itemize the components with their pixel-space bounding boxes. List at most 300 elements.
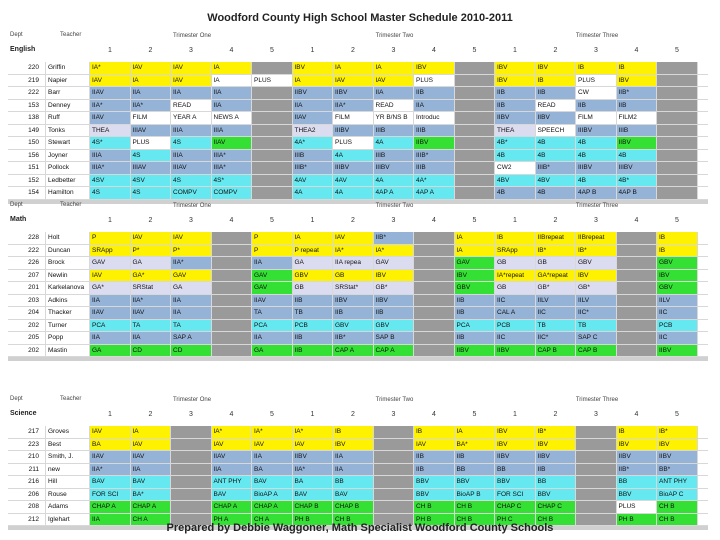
period-number: 5 <box>270 217 274 224</box>
schedule-row <box>8 451 708 464</box>
period-number: 3 <box>594 217 598 224</box>
class-cell <box>212 232 253 244</box>
class-cell: IIIB* <box>536 162 577 174</box>
class-cell <box>617 320 658 332</box>
class-cell: CH B <box>455 501 496 513</box>
class-cell: IIB <box>414 451 455 463</box>
class-cell: PLUS <box>252 75 293 87</box>
class-cell <box>617 245 658 257</box>
class-cell: IIB* <box>617 464 658 476</box>
class-cell: IIBV <box>414 137 455 149</box>
class-cell: IAV <box>293 439 334 451</box>
class-cell: FILM <box>333 112 374 124</box>
class-cell: IIBV <box>617 451 658 463</box>
class-cell: CHAP A <box>131 501 172 513</box>
schedule-row <box>8 426 708 439</box>
class-cell <box>414 245 455 257</box>
class-cell: IA <box>293 232 334 244</box>
class-cell: IBV <box>657 439 698 451</box>
period-number: 3 <box>594 411 598 418</box>
class-cell: IIIA <box>171 125 212 137</box>
section-header <box>8 200 708 232</box>
class-cell: GB <box>495 282 536 294</box>
class-cell: 4S <box>171 137 212 149</box>
class-cell: IBV <box>576 270 617 282</box>
class-cell <box>657 112 698 124</box>
class-cell: IILV <box>657 295 698 307</box>
class-cell: TB <box>536 320 577 332</box>
teacher-name: Stewart <box>46 137 90 149</box>
class-cell: 4A* <box>414 175 455 187</box>
period-number: 2 <box>351 47 355 54</box>
class-cell: 4S <box>171 175 212 187</box>
period-number: 4 <box>229 47 234 54</box>
class-cell: IBV <box>495 426 536 438</box>
class-cell: P <box>252 245 293 257</box>
schedule-row <box>8 137 708 150</box>
class-cell: FILM2 <box>617 112 658 124</box>
class-cell <box>455 100 496 112</box>
class-cell: IBV <box>374 270 415 282</box>
class-cell: IIBV <box>293 451 334 463</box>
class-cell: IAV <box>90 270 131 282</box>
class-cell <box>252 175 293 187</box>
class-cell: 4AV <box>333 175 374 187</box>
teacher-name: Ledbetter <box>46 175 90 187</box>
schedule-row <box>8 257 708 270</box>
class-cell: IAV <box>171 75 212 87</box>
class-cell <box>657 175 698 187</box>
period-number: 5 <box>472 217 477 224</box>
class-cell: PH A <box>212 514 253 526</box>
class-cell: BB <box>495 464 536 476</box>
class-cell: COMPV <box>171 187 212 199</box>
class-cell: IB <box>617 426 658 438</box>
class-cell <box>414 232 455 244</box>
class-cell: IIC* <box>576 307 617 319</box>
class-cell <box>212 282 253 294</box>
class-cell: IA <box>333 62 374 74</box>
class-cell: 4B <box>536 187 577 199</box>
room-number: 150 <box>8 137 46 149</box>
class-cell <box>374 501 415 513</box>
class-cell: P* <box>131 245 172 257</box>
class-cell: SAP B <box>374 332 415 344</box>
class-cell: IAV <box>90 426 131 438</box>
class-cell <box>171 451 212 463</box>
room-number: 202 <box>8 320 46 332</box>
period-number: 2 <box>148 411 153 418</box>
class-cell: GAV <box>90 257 131 269</box>
class-cell: IIA* <box>171 257 212 269</box>
class-cell <box>576 501 617 513</box>
class-cell: IBV <box>414 62 455 74</box>
class-cell: IIB <box>293 295 334 307</box>
class-cell: IIC* <box>536 332 577 344</box>
class-cell: IA* <box>293 426 334 438</box>
room-number: 149 <box>8 125 46 137</box>
class-cell <box>171 426 212 438</box>
class-cell: GB* <box>576 282 617 294</box>
teacher-name: Newlin <box>46 270 90 282</box>
class-cell: IIIB* <box>414 150 455 162</box>
class-cell: TB <box>293 307 334 319</box>
class-cell: IIIA* <box>90 162 131 174</box>
class-cell: TB <box>576 320 617 332</box>
class-cell: IA <box>455 245 496 257</box>
class-cell: IBV <box>657 270 698 282</box>
schedule-row <box>8 175 708 188</box>
period-number: 3 <box>594 47 598 54</box>
class-cell: IIIB <box>293 150 334 162</box>
class-cell: IIIBV <box>333 125 374 137</box>
class-cell <box>576 489 617 501</box>
class-cell: CW2 <box>495 162 536 174</box>
class-cell: IIAV <box>293 112 334 124</box>
period-number: 4 <box>229 217 234 224</box>
class-cell: IIIB <box>414 162 455 174</box>
class-cell: SAP C <box>576 332 617 344</box>
class-cell <box>374 489 415 501</box>
class-cell <box>414 320 455 332</box>
class-cell: 4BV <box>536 175 577 187</box>
class-cell: IIA <box>212 100 253 112</box>
class-cell: IAV <box>171 62 212 74</box>
class-cell: YEAR A <box>171 112 212 124</box>
class-cell <box>455 187 496 199</box>
class-cell: BioAP C <box>657 489 698 501</box>
class-cell: CH B <box>536 514 577 526</box>
class-cell <box>252 137 293 149</box>
class-cell: IBV <box>536 439 577 451</box>
class-cell <box>374 439 415 451</box>
class-cell: IIIA <box>212 125 253 137</box>
class-cell: IIB <box>333 307 374 319</box>
class-cell: CHAP C <box>495 501 536 513</box>
class-cell: CH B <box>657 514 698 526</box>
class-cell: 4B <box>576 150 617 162</box>
class-cell: COMPV <box>212 187 253 199</box>
class-cell: GB* <box>536 282 577 294</box>
class-cell: GA* <box>131 270 172 282</box>
class-cell: YR B/NS B <box>374 112 415 124</box>
room-number: 206 <box>8 489 46 501</box>
class-cell: IAV <box>90 75 131 87</box>
schedule-section-science <box>8 394 708 530</box>
class-cell: GB <box>536 257 577 269</box>
class-cell: IAV <box>131 62 172 74</box>
class-cell: IIBV <box>455 345 496 357</box>
room-number: 216 <box>8 476 46 488</box>
class-cell: 4BV <box>495 175 536 187</box>
class-cell: CHAP A <box>212 501 253 513</box>
class-cell: BA <box>90 439 131 451</box>
period-number: 1 <box>108 47 112 54</box>
class-cell <box>617 282 658 294</box>
period-number: 4 <box>432 217 436 224</box>
class-cell: IB <box>495 232 536 244</box>
class-cell: SRStat* <box>333 282 374 294</box>
class-cell: IILV <box>536 295 577 307</box>
class-cell: BBV <box>414 489 455 501</box>
schedule-row <box>8 282 708 295</box>
class-cell: CH B <box>455 514 496 526</box>
class-cell: IIC <box>657 307 698 319</box>
class-cell: GA* <box>90 282 131 294</box>
class-cell: ANT PHY <box>657 476 698 488</box>
class-cell: IB <box>536 75 577 87</box>
teacher-name: Popp <box>46 332 90 344</box>
class-cell: IBV <box>455 270 496 282</box>
class-cell <box>171 476 212 488</box>
class-cell: IB <box>617 62 658 74</box>
class-cell: IIBV <box>333 87 374 99</box>
teacher-name: Joyner <box>46 150 90 162</box>
class-cell <box>414 257 455 269</box>
footer-credit: Prepared by Debbie Waggoner, Math Specialist Woodford County Schools <box>166 522 554 534</box>
class-cell: IBV <box>495 439 536 451</box>
class-cell <box>576 451 617 463</box>
schedule-row <box>8 125 708 138</box>
class-cell: 4SV <box>131 175 172 187</box>
room-number: 153 <box>8 100 46 112</box>
class-cell: IBV <box>617 75 658 87</box>
class-cell: IIAV <box>90 451 131 463</box>
schedule-row <box>8 320 708 333</box>
room-number: 228 <box>8 232 46 244</box>
class-cell: GBV <box>576 257 617 269</box>
class-cell: 4B <box>495 187 536 199</box>
class-cell: IAV <box>374 75 415 87</box>
class-cell: CD <box>171 345 212 357</box>
class-cell <box>171 501 212 513</box>
class-cell: IIIBV <box>576 162 617 174</box>
class-cell: IB <box>333 426 374 438</box>
teacher-name: Napier <box>46 75 90 87</box>
room-number: 223 <box>8 439 46 451</box>
class-cell: IIIBV <box>333 162 374 174</box>
class-cell: CH B <box>414 501 455 513</box>
class-cell <box>657 125 698 137</box>
class-cell <box>252 162 293 174</box>
period-number: 4 <box>229 411 234 418</box>
class-cell: CAP A <box>333 345 374 357</box>
class-cell: PCB <box>495 320 536 332</box>
trimester-header-3: Trimester Three <box>575 397 619 403</box>
class-cell: 4A <box>293 187 334 199</box>
class-cell: SRStat <box>131 282 172 294</box>
class-cell: IB* <box>536 426 577 438</box>
class-cell: IA*repeat <box>495 270 536 282</box>
class-cell: IIB <box>495 87 536 99</box>
class-cell: IA* <box>90 62 131 74</box>
period-number: 3 <box>391 217 396 224</box>
class-cell: BA* <box>455 439 496 451</box>
class-cell: BB <box>617 476 658 488</box>
schedule-row <box>8 232 708 245</box>
schedule-row <box>8 332 708 345</box>
teacher-name: Holt <box>46 232 90 244</box>
class-cell: BBV <box>495 476 536 488</box>
schedule-row <box>8 112 708 125</box>
class-cell <box>455 87 496 99</box>
class-cell: BA <box>293 476 334 488</box>
schedule-section-english <box>8 30 708 204</box>
section-divider <box>8 357 708 361</box>
class-cell: IIA <box>212 87 253 99</box>
class-cell: IA* <box>333 245 374 257</box>
class-cell: GBV <box>374 320 415 332</box>
class-cell: IAV <box>333 75 374 87</box>
class-cell: GB <box>293 282 334 294</box>
class-cell <box>617 270 658 282</box>
schedule-row <box>8 150 708 163</box>
class-cell: 4S <box>90 187 131 199</box>
schedule-row <box>8 162 708 175</box>
class-cell <box>657 87 698 99</box>
class-cell: IA <box>212 75 253 87</box>
class-cell: TA <box>252 307 293 319</box>
room-number: 154 <box>8 187 46 199</box>
class-cell: IIB <box>293 332 334 344</box>
class-cell <box>414 282 455 294</box>
class-cell: CHAP B <box>333 501 374 513</box>
class-cell: PH B <box>414 514 455 526</box>
trimester-header-1: Trimester One <box>172 33 212 39</box>
class-cell: BioAP B <box>455 489 496 501</box>
room-number: 152 <box>8 175 46 187</box>
class-cell: GA <box>252 345 293 357</box>
class-cell: BA* <box>131 489 172 501</box>
class-cell: 4B* <box>495 137 536 149</box>
schedule-row <box>8 439 708 452</box>
class-cell: IIC <box>495 332 536 344</box>
class-cell: THEA <box>495 125 536 137</box>
class-cell: CH A <box>131 514 172 526</box>
period-number: 1 <box>513 411 517 418</box>
class-cell: 4S <box>131 187 172 199</box>
trimester-header-3: Trimester Three <box>575 33 619 39</box>
class-cell: IA <box>455 426 496 438</box>
class-cell: 4A <box>374 137 415 149</box>
class-cell <box>455 75 496 87</box>
period-number: 2 <box>351 217 355 224</box>
teacher-name: Karkelanova <box>46 282 90 294</box>
class-cell: IIAV <box>131 307 172 319</box>
class-cell: IIC <box>536 307 577 319</box>
class-cell: GA <box>171 282 212 294</box>
class-cell <box>171 439 212 451</box>
schedule-row <box>8 62 708 75</box>
class-cell: SRApp <box>90 245 131 257</box>
class-cell: Introduc <box>414 112 455 124</box>
class-cell: CHAP C <box>536 501 577 513</box>
class-cell: GAV <box>374 257 415 269</box>
class-cell: READ <box>171 100 212 112</box>
class-cell: BBV <box>414 476 455 488</box>
class-cell: GBV <box>455 282 496 294</box>
class-cell: IAV <box>252 439 293 451</box>
teacher-name: Ruff <box>46 112 90 124</box>
period-number: 1 <box>310 47 315 54</box>
class-cell <box>455 62 496 74</box>
teacher-name: Groves <box>46 426 90 438</box>
class-cell: IIA <box>252 257 293 269</box>
teacher-name: Griffin <box>46 62 90 74</box>
class-cell: 4B* <box>617 175 658 187</box>
class-cell: IIB* <box>374 232 415 244</box>
room-number: 222 <box>8 87 46 99</box>
class-cell: GBV <box>293 270 334 282</box>
room-number: 156 <box>8 150 46 162</box>
class-cell: CD <box>131 345 172 357</box>
class-cell <box>657 75 698 87</box>
class-cell: 4A* <box>293 137 334 149</box>
period-number: 1 <box>108 217 112 224</box>
class-cell: IIA <box>171 307 212 319</box>
class-cell: IAV <box>131 232 172 244</box>
period-number: 2 <box>553 217 558 224</box>
class-cell: PLUS <box>576 75 617 87</box>
class-cell <box>455 125 496 137</box>
class-cell: FILM <box>576 112 617 124</box>
class-cell: IIA <box>252 332 293 344</box>
teacher-name: Iglehart <box>46 514 90 526</box>
class-cell: BAV <box>252 476 293 488</box>
class-cell: PLUS <box>131 137 172 149</box>
class-cell: IIIA <box>171 150 212 162</box>
class-cell <box>212 320 253 332</box>
class-cell: GBV <box>657 282 698 294</box>
class-cell: FILM <box>131 112 172 124</box>
class-cell: 4B <box>576 175 617 187</box>
class-cell: IIAV <box>90 307 131 319</box>
class-cell: IIA* <box>131 295 172 307</box>
class-cell: IIA* <box>293 464 334 476</box>
room-number: 205 <box>8 332 46 344</box>
class-cell: IIBV <box>536 451 577 463</box>
class-cell: CAP A <box>374 345 415 357</box>
schedule-row <box>8 345 708 358</box>
class-cell: IIC <box>657 332 698 344</box>
class-cell: IIBV <box>495 345 536 357</box>
class-cell: IA* <box>212 426 253 438</box>
class-cell: 4A <box>333 150 374 162</box>
department-name: Math <box>10 216 27 223</box>
class-cell: CHAP B <box>293 501 334 513</box>
schedule-section-math <box>8 200 708 361</box>
teacher-name: Adkins <box>46 295 90 307</box>
teacher-header: Teacher <box>60 32 82 38</box>
class-cell: IIBrepeat <box>576 232 617 244</box>
period-number: 4 <box>634 47 639 54</box>
room-number: 219 <box>8 75 46 87</box>
class-cell: IAV <box>171 232 212 244</box>
schedule-row <box>8 295 708 308</box>
period-number: 1 <box>108 411 112 418</box>
class-cell: IIAV <box>252 295 293 307</box>
class-cell: 4B <box>495 150 536 162</box>
class-cell <box>617 295 658 307</box>
class-cell: 4B <box>617 150 658 162</box>
class-cell: CHAP A <box>90 501 131 513</box>
class-cell: IBV <box>293 62 334 74</box>
class-cell: READ <box>374 100 415 112</box>
class-cell <box>617 345 658 357</box>
class-cell: SPEECH <box>536 125 577 137</box>
class-cell: IIA <box>171 295 212 307</box>
class-cell <box>617 257 658 269</box>
